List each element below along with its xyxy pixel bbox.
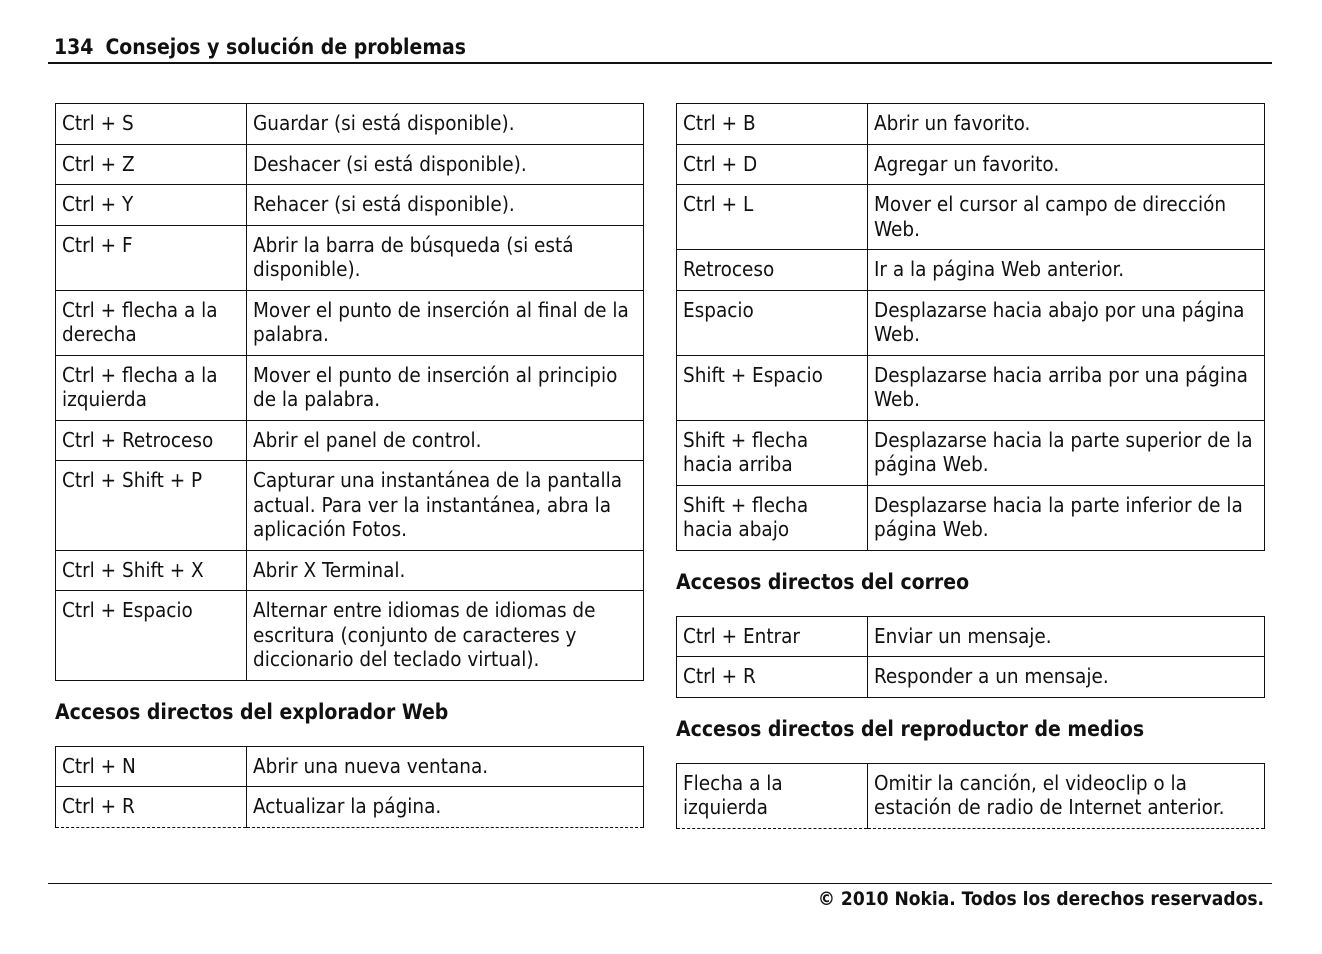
shortcut-description: Mover el punto de inserción al principio de la palabra. [247,355,644,420]
shortcut-key: Ctrl + Z [56,144,247,185]
shortcut-description: Abrir un favorito. [868,104,1265,145]
shortcut-description: Abrir X Terminal. [247,550,644,591]
shortcut-description: Responder a un mensaje. [868,657,1265,698]
mail-shortcuts-table [676,616,1265,698]
shortcut-description: Abrir la barra de búsqueda (si está disponible). [247,225,644,290]
table-row [56,225,644,290]
shortcut-key: Espacio [677,290,868,355]
table-row [677,290,1265,355]
table-row [677,355,1265,420]
shortcut-description: Alternar entre idiomas de idiomas de escritura (conjunto de caracteres y diccionario del teclado virtual). [247,591,644,681]
table-row [56,420,644,461]
media-shortcuts-heading: Accesos directos del reproductor de medios [676,716,1145,741]
shortcut-key: Ctrl + Espacio [56,591,247,681]
right-column [676,103,1265,829]
table-row [56,787,644,828]
page-header [48,34,1272,64]
shortcut-key: Ctrl + R [677,657,868,698]
browser-shortcuts-table-continued [676,103,1265,551]
browser-shortcuts-table [55,746,644,828]
shortcut-description: Desplazarse hacia arriba por una página Web. [868,355,1265,420]
shortcut-key: Shift + flecha hacia abajo [677,485,868,550]
shortcut-description: Ir a la página Web anterior. [868,250,1265,291]
table-row [677,616,1265,657]
shortcut-description: Rehacer (si está disponible). [247,185,644,226]
mail-shortcuts-heading: Accesos directos del correo [676,569,970,594]
media-shortcuts-table [676,763,1265,829]
shortcut-description: Abrir el panel de control. [247,420,644,461]
shortcut-description: Guardar (si está disponible). [247,104,644,145]
shortcut-description: Desplazarse hacia abajo por una página Web. [868,290,1265,355]
table-row [56,461,644,551]
shortcut-key: Flecha a la izquierda [677,763,868,828]
table-row [56,746,644,787]
shortcut-key: Shift + Espacio [677,355,868,420]
shortcut-description: Omitir la canción, el videoclip o la estación de radio de Internet anterior. [868,763,1265,828]
table-row [56,290,644,355]
shortcut-key: Ctrl + Retroceso [56,420,247,461]
table-row [56,144,644,185]
shortcut-key: Ctrl + Shift + X [56,550,247,591]
shortcut-key: Ctrl + Y [56,185,247,226]
shortcut-description: Agregar un favorito. [868,144,1265,185]
shortcut-description: Deshacer (si está disponible). [247,144,644,185]
shortcut-key: Ctrl + R [56,787,247,828]
shortcut-description: Mover el cursor al campo de dirección Web. [868,185,1265,250]
page-number: 134 [54,35,94,59]
shortcut-key: Retroceso [677,250,868,291]
table-row [677,144,1265,185]
shortcut-key: Ctrl + D [677,144,868,185]
shortcut-description: Abrir una nueva ventana. [247,746,644,787]
table-row [56,550,644,591]
table-row [56,355,644,420]
table-row [677,420,1265,485]
general-shortcuts-table [55,103,644,681]
shortcut-key: Ctrl + Entrar [677,616,868,657]
table-row [56,591,644,681]
shortcut-key: Ctrl + flecha a la izquierda [56,355,247,420]
copyright-notice: © 2010 Nokia. Todos los derechos reservados. [817,888,1264,910]
browser-shortcuts-heading: Accesos directos del explorador Web [55,699,449,724]
shortcut-description: Capturar una instantánea de la pantalla actual. Para ver la instantánea, abra la aplicación Fotos. [247,461,644,551]
table-row [677,485,1265,550]
shortcut-description: Enviar un mensaje. [868,616,1265,657]
left-column [55,103,644,828]
shortcut-description: Actualizar la página. [247,787,644,828]
shortcut-key: Ctrl + N [56,746,247,787]
table-row [677,657,1265,698]
shortcut-key: Ctrl + L [677,185,868,250]
page-footer [48,883,1272,910]
table-row [56,104,644,145]
shortcut-key: Ctrl + B [677,104,868,145]
shortcut-description: Desplazarse hacia la parte superior de la página Web. [868,420,1265,485]
shortcut-key: Ctrl + flecha a la derecha [56,290,247,355]
shortcut-key: Ctrl + F [56,225,247,290]
table-row [677,185,1265,250]
shortcut-description: Mover el punto de inserción al final de la palabra. [247,290,644,355]
table-row [56,185,644,226]
shortcut-key: Shift + flecha hacia arriba [677,420,868,485]
table-row [677,763,1265,828]
shortcut-key: Ctrl + S [56,104,247,145]
section-title: Consejos y solución de problemas [105,35,467,59]
table-row [677,104,1265,145]
shortcut-description: Desplazarse hacia la parte inferior de la página Web. [868,485,1265,550]
shortcut-key: Ctrl + Shift + P [56,461,247,551]
table-row [677,250,1265,291]
